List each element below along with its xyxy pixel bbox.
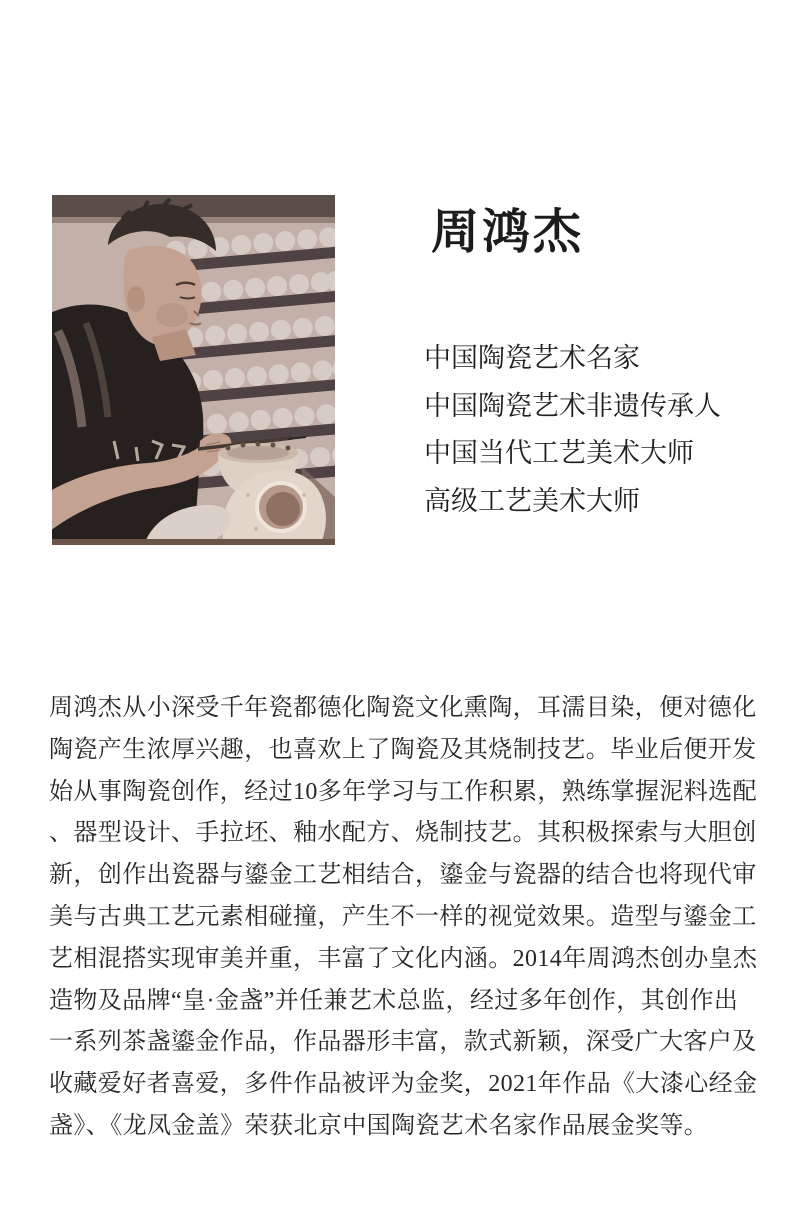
bio-line: 美与古典工艺元素相碰撞，产生不一样的视觉效果。造型与鎏金工 — [49, 903, 757, 930]
bio-line: 盏》、《龙凤金盖》荣获北京中国陶瓷艺术名家作品展金奖等。 — [49, 1112, 709, 1139]
bio-line: 造物及品牌“皇·金盏”并任兼艺术总监，经过多年创作，其创作出 — [49, 987, 739, 1014]
artist-title: 高级工艺美术大师 — [424, 485, 640, 516]
artist-bio — [49, 688, 765, 1148]
bio-line: 周鸿杰从小深受千年瓷都德化陶瓷文化熏陶，耳濡目染，便对德化 — [49, 695, 757, 721]
bio-line: 艺相混搭实现审美并重，丰富了文化内涵。2014年周鸿杰创办皇杰 — [49, 945, 758, 972]
bio-line: 陶瓷产生浓厚兴趣，也喜欢上了陶瓷及其烧制技艺。毕业后便开发 — [49, 736, 757, 763]
artist-title: 中国陶瓷艺术名家 — [424, 343, 640, 373]
bio-line: 新，创作出瓷器与鎏金工艺相结合，鎏金与瓷器的结合也将现代审 — [49, 862, 757, 889]
bio-line: 收藏爱好者喜爱，多件作品被评为金奖，2021年作品《大漆心经金 — [49, 1071, 758, 1098]
artist-name: 周鸿杰 — [431, 206, 585, 259]
artist-title: 中国陶瓷艺术非遗传承人 — [424, 390, 721, 421]
bio-line: 、器型设计、手拉坯、釉水配方、烧制技艺。其积极探索与大胆创 — [49, 820, 757, 847]
artist-photo-illustration — [52, 195, 335, 545]
artist-photo — [52, 195, 335, 545]
artist-title: 中国当代工艺美术大师 — [424, 438, 694, 468]
artist-titles-list — [424, 335, 721, 525]
bio-line: 始从事陶瓷创作，经过10多年学习与工作积累，熟练掌握泥料选配 — [49, 778, 757, 805]
bio-line: 一系列茶盏鎏金作品，作品器形丰富，款式新颖，深受广大客户及 — [49, 1029, 757, 1056]
